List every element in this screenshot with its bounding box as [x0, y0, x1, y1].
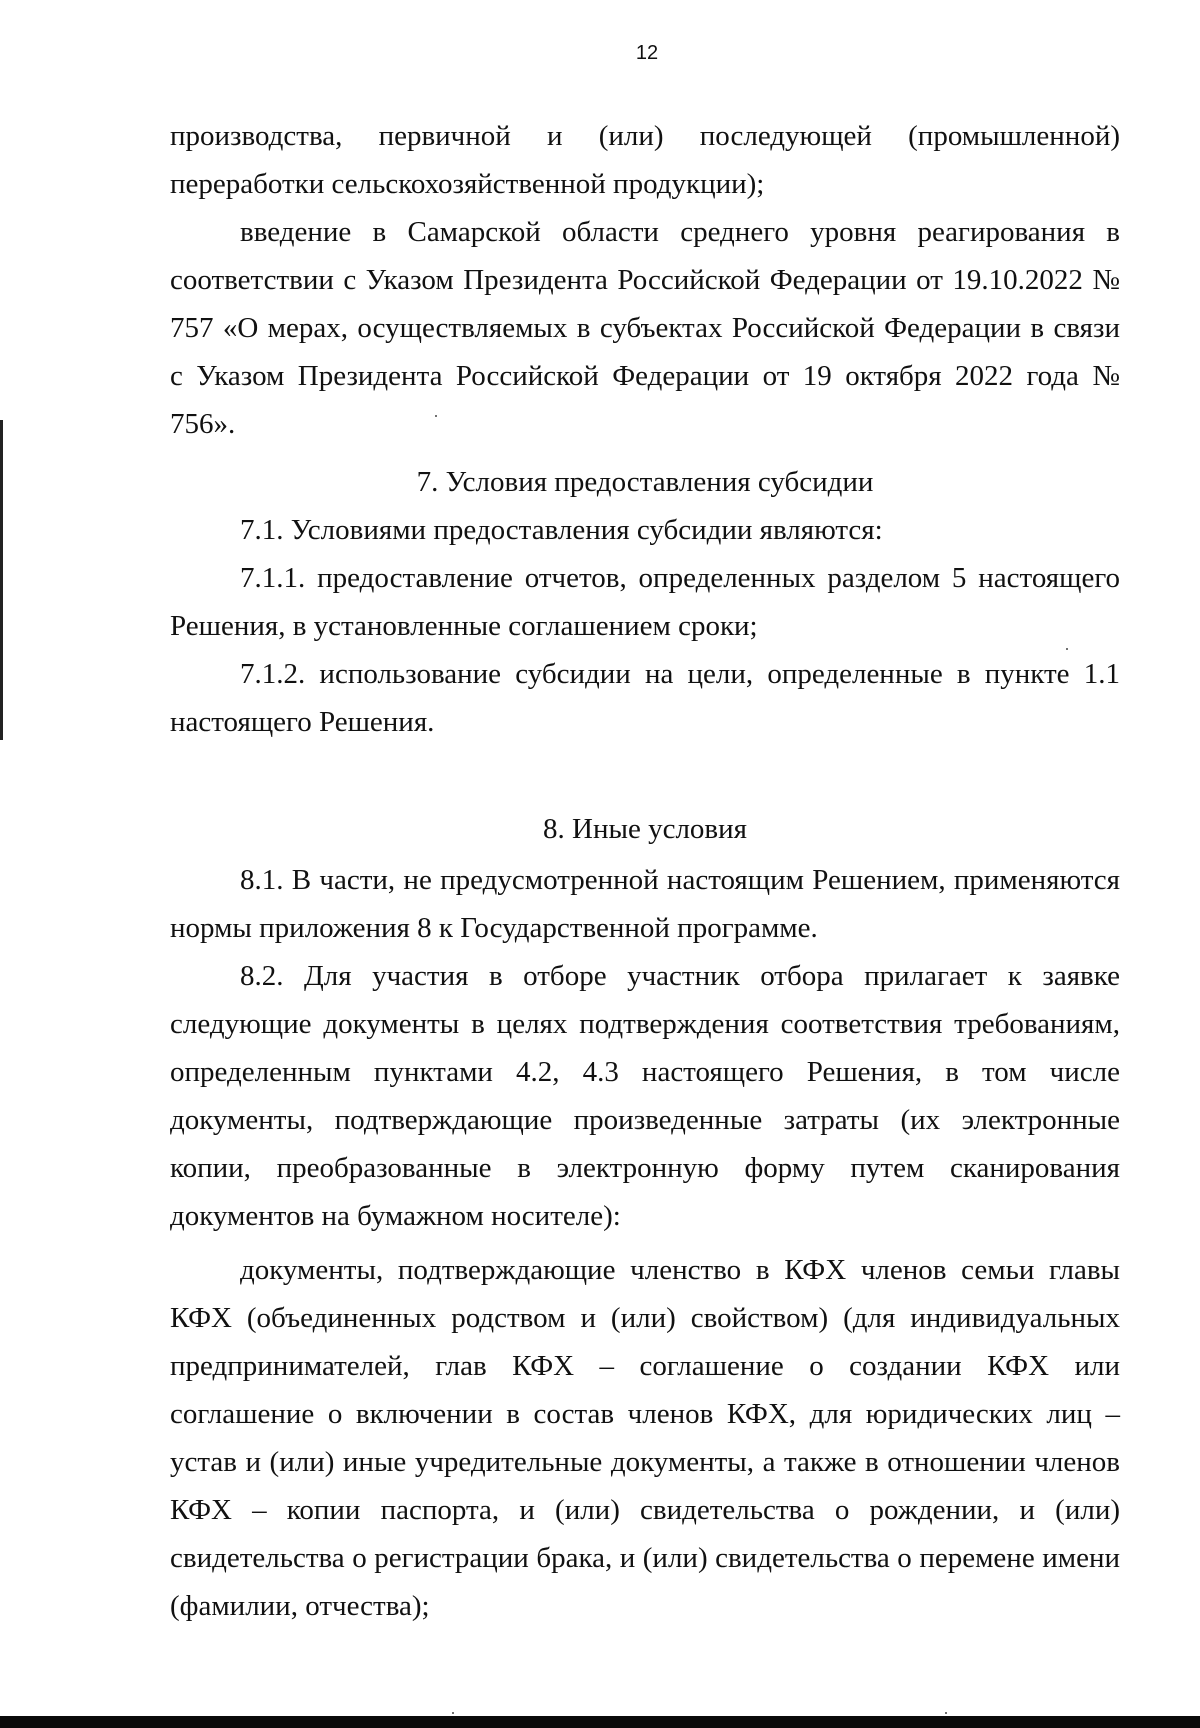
page-number: 12: [635, 42, 659, 64]
paragraph-7-1: 7.1. Условиями предоставления субсидии являются:: [240, 514, 883, 546]
paragraph-8-2: 8.2. Для участия в отборе участник отбора прилагает к заявке следующие документы в целях подтверждения соответствия требованиям, определенным пунктами 4.2, 4.3 настоящего Решения, в том числе документы, подтверждающие произведенные затраты (их электронные копии, преобразованные в электронную форму путем сканирования документов на бумажном носителе):: [170, 960, 1120, 1232]
section-8-heading: 8. Иные условия: [543, 813, 747, 845]
paragraph-continuation: производства, первичной и (или) последующей (промышленной) переработки сельскохозяйственной продукции);: [170, 120, 1120, 200]
section-7-heading: 7. Условия предоставления субсидии: [416, 466, 874, 498]
paragraph-response-level: введение в Самарской области среднего уровня реагирования в соответствии с Указом Президента Российской Федерации от 19.10.2022 № 757 «О мерах, осуществляемых в субъектах Российской Федерации в связи с Указом Президента Российской Федерации от 19 октября 2022 года № 756».: [170, 216, 1120, 440]
paragraph-7-1-1: 7.1.1. предоставление отчетов, определенных разделом 5 настоящего Решения, в установленные соглашением сроки;: [170, 562, 1120, 642]
paragraph-7-1-2: 7.1.2. использование субсидии на цели, определенные в пункте 1.1 настоящего Решения.: [170, 658, 1120, 738]
scan-speck: [1066, 648, 1068, 650]
scan-speck: [452, 1712, 454, 1714]
scan-speck: [945, 1712, 947, 1714]
paragraph-8-1: 8.1. В части, не предусмотренной настоящим Решением, применяются нормы приложения 8 к Государственной программе.: [170, 864, 1120, 944]
scan-edge-bottom: [0, 1716, 1200, 1728]
scan-edge-left: [0, 420, 3, 740]
scan-speck: [435, 415, 437, 417]
text-block-section-7: [170, 506, 1120, 746]
text-block-intro: [170, 112, 1120, 448]
paragraph-documents-list: документы, подтверждающие членство в КФХ членов семьи главы КФХ (объединенных родством и (или) свойством) (для индивидуальных предпринимателей, глав КФХ – соглашение о создании КФХ или соглашение о включении в состав членов КФХ, для юридических лиц – устав и (или) иные учредительные документы, а также в отношении членов КФХ – копии паспорта, и (или) свидетельства о рождении, и (или) свидетельства о регистрации брака, и (или) свидетельства о перемене имени (фамилии, отчества);: [170, 1254, 1120, 1622]
text-block-section-8: [170, 856, 1120, 1630]
